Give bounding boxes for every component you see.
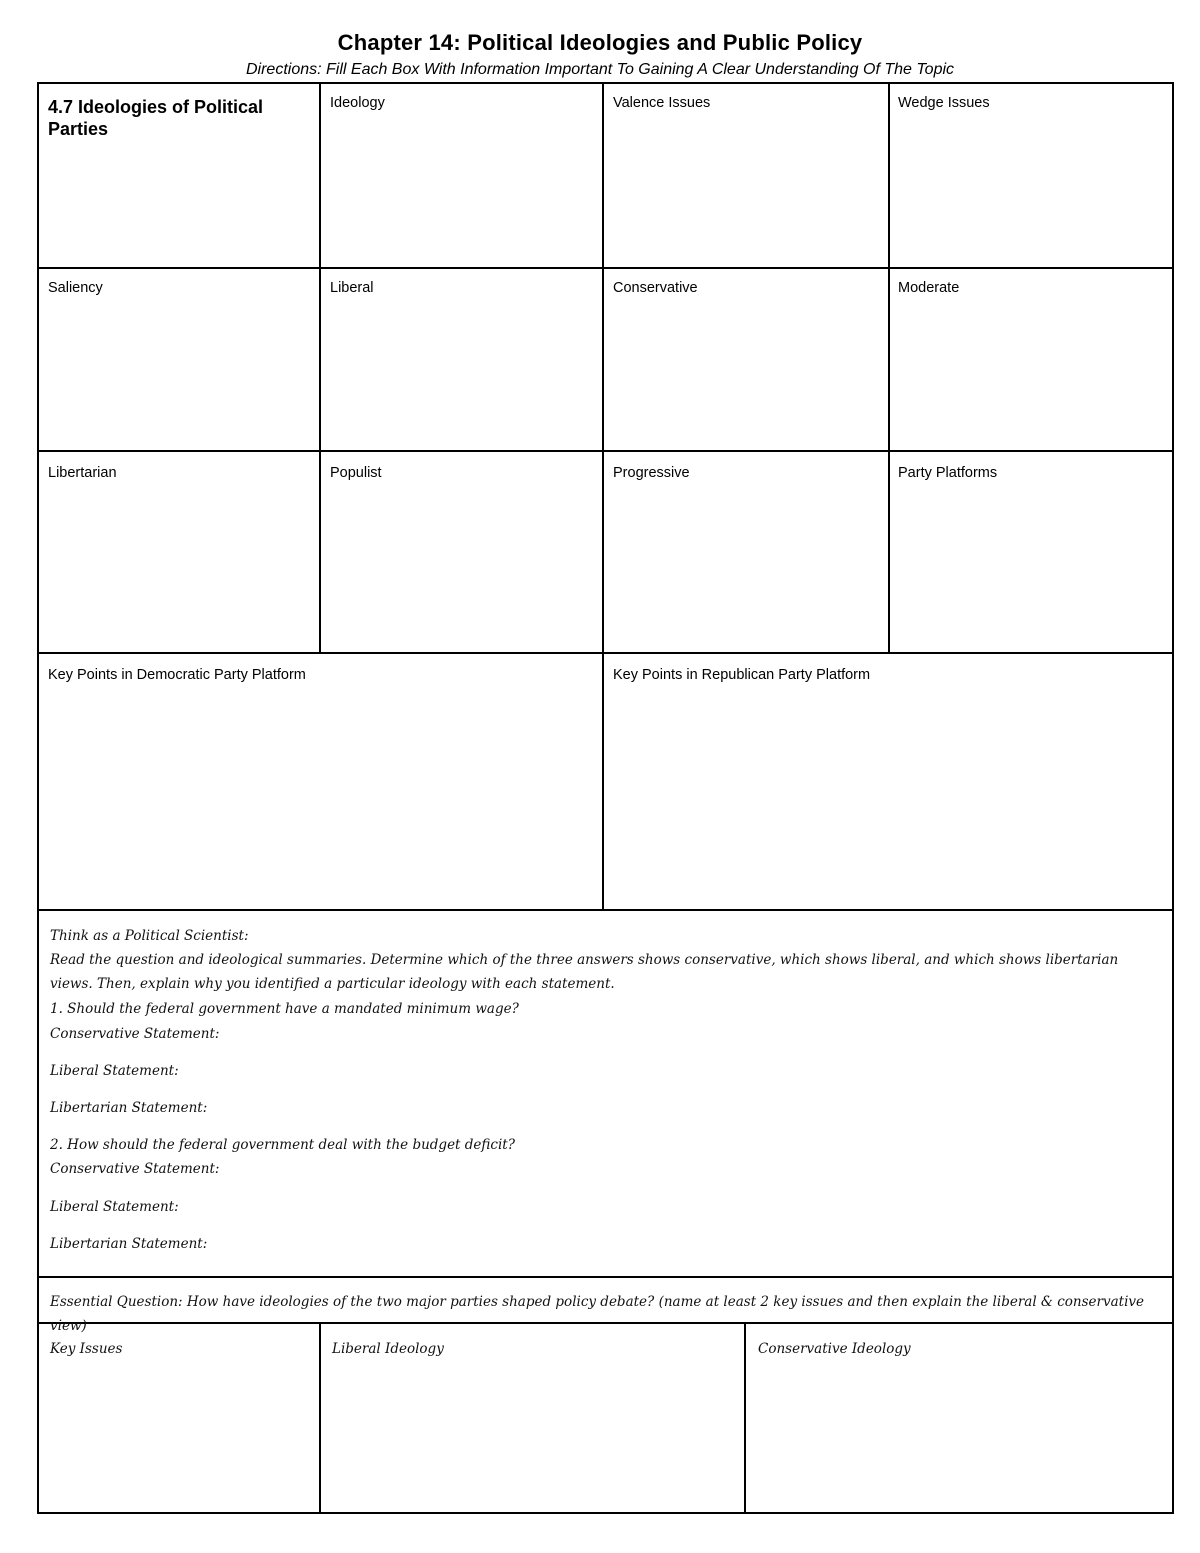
box-label-wedge-issues: Wedge Issues — [898, 95, 990, 111]
essential-question: Essential Question: How have ideologies of the two major parties shaped policy debate? (name at least 2 key issues and then explain the liberal & conservative view) — [50, 1294, 1145, 1334]
row-divider — [37, 267, 1174, 269]
question-1: 1. Should the federal government have a mandated minimum wage? — [50, 1001, 519, 1017]
q2-conservative-statement: Conservative Statement: — [50, 1161, 220, 1177]
q2-libertarian-statement: Libertarian Statement: — [50, 1236, 208, 1252]
q1-liberal-statement: Liberal Statement: — [50, 1063, 179, 1079]
box-label-republican-platform: Key Points in Republican Party Platform — [613, 667, 871, 683]
column-label-conservative-ideology: Conservative Ideology — [758, 1341, 911, 1357]
box-label-democratic-platform: Key Points in Democratic Party Platform — [48, 667, 306, 683]
column-divider — [602, 82, 604, 910]
think-instructions: Read the question and ideological summaries. Determine which of the three answers shows conservative, which shows liberal, and which shows libertarian views. Then, explain why you identified a particular ideology with each statement. — [50, 952, 1119, 992]
think-heading: Think as a Political Scientist: — [50, 928, 249, 944]
box-label-ideology: Ideology — [330, 95, 385, 111]
q1-conservative-statement: Conservative Statement: — [50, 1026, 220, 1042]
column-label-key-issues: Key Issues — [50, 1341, 123, 1357]
q2-liberal-statement: Liberal Statement: — [50, 1199, 179, 1215]
box-label-liberal: Liberal — [330, 280, 374, 296]
row-divider — [37, 909, 1174, 911]
page-title: Chapter 14: Political Ideologies and Public Policy — [337, 30, 863, 55]
box-label-moderate: Moderate — [898, 280, 960, 296]
q1-libertarian-statement: Libertarian Statement: — [50, 1100, 208, 1116]
column-label-liberal-ideology: Liberal Ideology — [332, 1341, 444, 1357]
box-label-populist: Populist — [330, 465, 382, 481]
box-label-libertarian: Libertarian — [48, 465, 117, 481]
column-divider — [888, 82, 890, 653]
row-divider — [37, 1276, 1174, 1278]
column-divider — [744, 1322, 746, 1513]
question-2: 2. How should the federal government deal with the budget deficit? — [50, 1137, 515, 1153]
box-label-saliency: Saliency — [48, 280, 103, 296]
row-divider — [37, 450, 1174, 452]
row-divider — [37, 652, 1174, 654]
column-divider — [319, 1322, 321, 1513]
box-label-party-platforms: Party Platforms — [898, 465, 998, 481]
section-title: 4.7 Ideologies of Political Parties — [48, 97, 264, 139]
column-divider — [319, 82, 321, 653]
directions-text: Directions: Fill Each Box With Information Important To Gaining A Clear Understanding Of The Topic — [245, 61, 955, 78]
box-label-conservative: Conservative — [613, 280, 698, 296]
box-label-progressive: Progressive — [613, 465, 690, 481]
box-label-valence-issues: Valence Issues — [613, 95, 711, 111]
